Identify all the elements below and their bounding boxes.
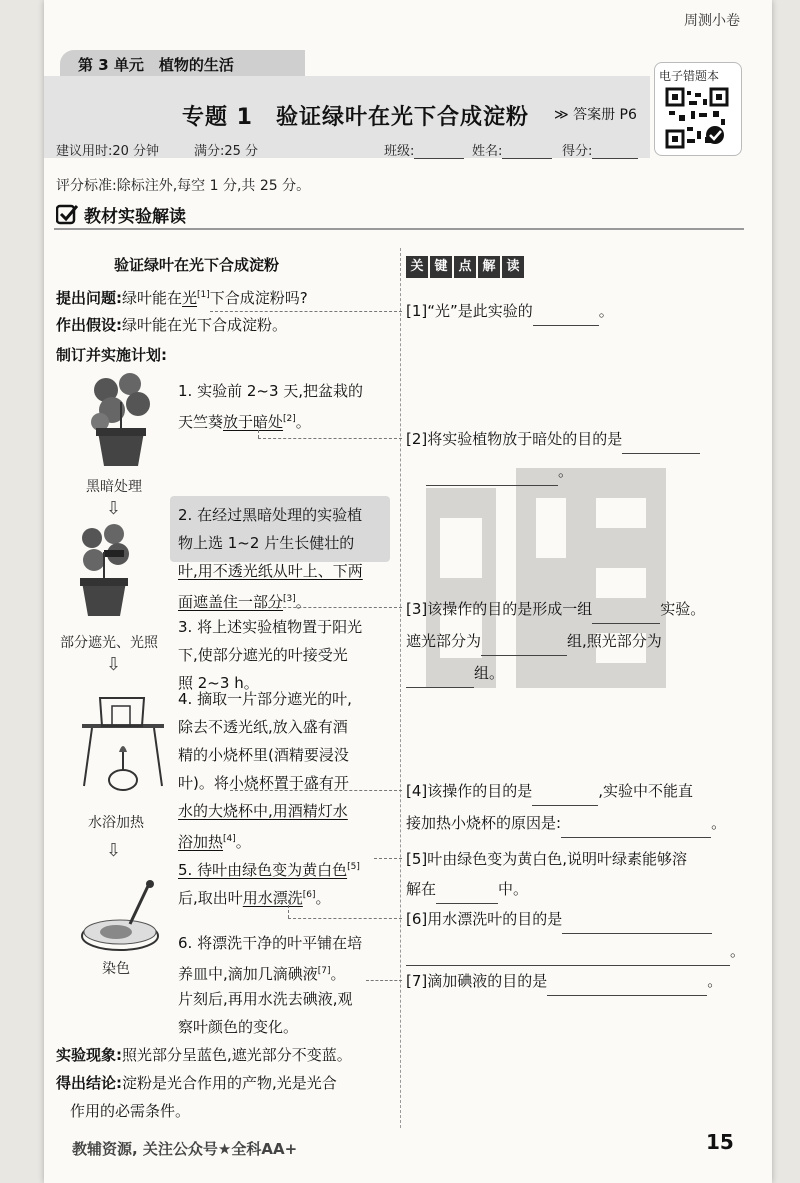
caption-water-bath: 水浴加热 <box>88 815 144 831</box>
note-6-blank-b[interactable] <box>406 951 730 966</box>
corner-tag: 周测小卷 <box>684 13 740 29</box>
note-5-blank[interactable] <box>436 889 498 904</box>
experiment-title: 验证绿叶在光下合成淀粉 <box>114 256 280 274</box>
note-6-blank-a[interactable] <box>562 919 712 934</box>
name-field[interactable] <box>472 140 552 159</box>
leader-line-4 <box>230 790 402 791</box>
petri-dish-dropper-icon <box>78 880 168 954</box>
step-5-text-b: 后,取出叶 <box>178 889 243 907</box>
marker-6: [6] <box>302 890 316 900</box>
step-4-end: 。 <box>235 833 251 851</box>
step-2-line-a: 2. 在经过黑暗处理的实验植 <box>178 506 363 524</box>
column-divider <box>400 248 402 1128</box>
leader-line-1 <box>210 311 402 312</box>
step-5-text: 5. 待叶由绿色变为黄白色 <box>178 861 348 879</box>
step-1-line-b <box>178 404 311 437</box>
question-label: 提出问题: <box>56 289 122 307</box>
step-4-line-b: 除去不透光纸,放入盛有酒 <box>178 718 348 736</box>
key-points-char: 点 <box>454 256 476 278</box>
step-5-end: 。 <box>315 889 331 907</box>
conclusion-label: 得出结论: <box>56 1074 122 1092</box>
note-3-text: [3]该操作的目的是形成一组 <box>406 600 593 618</box>
suggested-time: 建议用时:20 分钟 <box>56 144 160 159</box>
step-1-line-a: 1. 实验前 2~3 天,把盆栽的 <box>178 382 364 400</box>
hypothesis-line <box>56 310 287 340</box>
leader-line-3 <box>258 607 402 608</box>
note-6-text: [6]用水漂洗叶的目的是 <box>406 910 563 928</box>
key-points-label <box>406 256 524 278</box>
note-4-text: [4]该操作的目的是 <box>406 782 533 800</box>
down-arrow-icon: ⇩ <box>106 654 122 675</box>
score-blank[interactable] <box>592 144 638 159</box>
step-4-underlined: 浴加热 <box>178 833 224 851</box>
leader-line-2 <box>258 438 402 439</box>
note-4-blank-a[interactable] <box>532 791 598 806</box>
question-text-a: 绿叶能在 <box>122 289 183 307</box>
key-points-char: 关 <box>406 256 428 278</box>
question-underlined: 光 <box>182 289 198 307</box>
down-arrow-icon: ⇩ <box>106 498 122 519</box>
step-6-line-c: 片刻后,再用水洗去碘液,观 <box>178 990 353 1008</box>
note-3-line-2 <box>406 626 662 656</box>
full-score: 满分:25 分 <box>194 144 259 159</box>
marker-5: [5] <box>347 862 360 872</box>
score-label: 得分: <box>562 144 593 159</box>
step-5-line-b <box>178 880 331 913</box>
page-title: 专题 1 验证绿叶在光下合成淀粉 <box>182 105 529 130</box>
note-3-text-e: 组。 <box>474 664 505 682</box>
note-3-text-b: 实验。 <box>660 600 706 618</box>
note-5: [5]叶由绿色变为黄白色,说明叶绿素能够溶 <box>406 850 688 868</box>
leader-line-6 <box>288 918 402 919</box>
answer-reference[interactable]: ≫ 答案册 P6 <box>554 107 637 123</box>
note-4 <box>406 776 693 806</box>
phenomenon-label: 实验现象: <box>56 1046 122 1064</box>
step-6-line-d: 察叶颜色的变化。 <box>178 1018 299 1036</box>
step-4-line-c: 精的小烧杯里(酒精要浸没 <box>178 746 349 764</box>
unit-label: 第 3 单元 植物的生活 <box>78 56 234 74</box>
plan-label: 制订并实施计划: <box>56 346 167 364</box>
hypothesis-label: 作出假设: <box>56 316 122 334</box>
note-2-text: [2]将实验植物放于暗处的目的是 <box>406 430 623 448</box>
marker-1: [1] <box>197 290 210 300</box>
note-5-text-c: 中。 <box>498 880 529 898</box>
note-4-blank-b[interactable] <box>561 823 711 838</box>
class-blank[interactable] <box>414 144 464 159</box>
step-3-line-a: 3. 将上述实验植物置于阳光 <box>178 618 363 636</box>
footer-promo: 教辅资源, 关注公众号★全科AA+ <box>72 1140 298 1158</box>
partially-covered-plant-icon <box>74 522 134 618</box>
note-6 <box>406 904 712 934</box>
phenomenon-text: 照光部分呈蓝色,遮光部分不变蓝。 <box>122 1046 352 1064</box>
leader-line-6 <box>288 900 289 918</box>
conclusion-line-2: 作用的必需条件。 <box>70 1102 191 1120</box>
note-1 <box>406 296 614 326</box>
water-bath-icon <box>78 690 168 800</box>
step-1-text: 天竺葵 <box>178 413 224 431</box>
note-7-blank[interactable] <box>547 981 707 996</box>
note-7-end: 。 <box>707 972 723 990</box>
name-label: 姓名: <box>472 144 503 159</box>
note-3-line-3 <box>406 658 504 688</box>
note-2 <box>406 424 700 454</box>
step-4-line-a: 4. 摘取一片部分遮光的叶, <box>178 690 352 708</box>
marker-2: [2] <box>283 414 296 424</box>
question-text-b: 下合成淀粉吗? <box>209 289 308 307</box>
section-heading: 教材实验解读 <box>84 207 186 227</box>
note-6-end: 。 <box>730 942 746 960</box>
note-4-end: 。 <box>711 814 727 832</box>
checkbox-icon <box>56 203 78 225</box>
class-field[interactable] <box>384 140 464 159</box>
key-points-char: 读 <box>502 256 524 278</box>
step-4-line-e: 水的大烧杯中,用酒精灯水 <box>178 802 348 820</box>
caption-partial-shading: 部分遮光、光照 <box>60 635 158 651</box>
conclusion-line <box>56 1068 337 1098</box>
note-5-text-b: 解在 <box>406 880 437 898</box>
note-3-text-d: 组,照光部分为 <box>567 632 662 650</box>
potted-plant-icon <box>86 372 156 468</box>
phenomenon-line <box>56 1040 352 1070</box>
note-2-blank-a[interactable] <box>622 439 700 454</box>
hypothesis-text: 绿叶能在光下合成淀粉。 <box>122 316 288 334</box>
note-3-text-c: 遮光部分为 <box>406 632 482 650</box>
note-3-blank-b[interactable] <box>481 641 567 656</box>
note-7 <box>406 966 722 996</box>
step-6-line-a: 6. 将漂洗干净的叶平铺在培 <box>178 934 363 952</box>
caption-staining: 染色 <box>102 961 130 977</box>
step-6-end: 。 <box>330 965 346 983</box>
note-7-text: [7]滴加碘液的目的是 <box>406 972 548 990</box>
grading-criteria: 评分标准:除标注外,每空 1 分,共 25 分。 <box>56 178 311 194</box>
note-2-blank-b[interactable] <box>426 471 558 486</box>
marker-4: [4] <box>223 834 236 844</box>
note-5-line-2 <box>406 874 528 904</box>
step-3-line-c: 照 2~3 h。 <box>178 674 259 692</box>
qr-code-box[interactable] <box>654 62 742 156</box>
name-blank[interactable] <box>502 144 552 159</box>
note-3-blank-c[interactable] <box>406 673 474 688</box>
score-field[interactable] <box>562 140 638 159</box>
page-number: 15 <box>706 1130 734 1154</box>
step-2-end: 。 <box>295 593 311 611</box>
qr-label: 电子错题本 <box>659 69 720 83</box>
note-4-text-b: ,实验中不能直 <box>598 782 694 800</box>
step-4-line-d: 叶)。将小烧杯置于盛有开 <box>178 774 349 792</box>
leader-line-2 <box>258 420 259 438</box>
note-3 <box>406 594 705 624</box>
note-3-blank-a[interactable] <box>592 609 660 624</box>
step-2-underlined: 面遮盖住一部分 <box>178 593 284 611</box>
qr-code-icon <box>665 87 729 149</box>
down-arrow-icon: ⇩ <box>106 840 122 861</box>
leader-line-5 <box>374 858 402 859</box>
key-points-char: 键 <box>430 256 452 278</box>
note-4-text-c: 接加热小烧杯的原因是: <box>406 814 562 832</box>
conclusion-text: 淀粉是光合作用的产物,光是光合 <box>122 1074 337 1092</box>
leader-line-7 <box>366 980 402 981</box>
class-label: 班级: <box>384 144 415 159</box>
marker-3: [3] <box>283 594 296 604</box>
note-1-text: [1]“光”是此实验的 <box>406 302 533 320</box>
step-1-end: 。 <box>295 413 311 431</box>
caption-dark-treatment: 黑暗处理 <box>86 479 142 495</box>
note-6-line-2 <box>406 936 745 966</box>
step-3-line-b: 下,使部分遮光的叶接受光 <box>178 646 348 664</box>
step-6-text: 养皿中,滴加几滴碘液 <box>178 965 318 983</box>
step-2-line-b: 物上选 1~2 片生长健壮的 <box>178 534 355 552</box>
step-2-line-c: 叶,用不透光纸从叶上、下两 <box>178 562 363 580</box>
note-1-end: 。 <box>598 302 614 320</box>
note-1-blank[interactable] <box>533 311 599 326</box>
note-4-line-2 <box>406 808 726 838</box>
step-1-underlined: 放于暗处 <box>223 413 284 431</box>
marker-7: [7] <box>317 966 331 976</box>
key-points-char: 解 <box>478 256 500 278</box>
note-2-cont <box>426 456 573 486</box>
step-5-underlined: 用水漂洗 <box>242 889 303 907</box>
question-line <box>56 280 308 313</box>
worksheet-page <box>44 0 772 1183</box>
note-2-end: 。 <box>558 462 574 480</box>
